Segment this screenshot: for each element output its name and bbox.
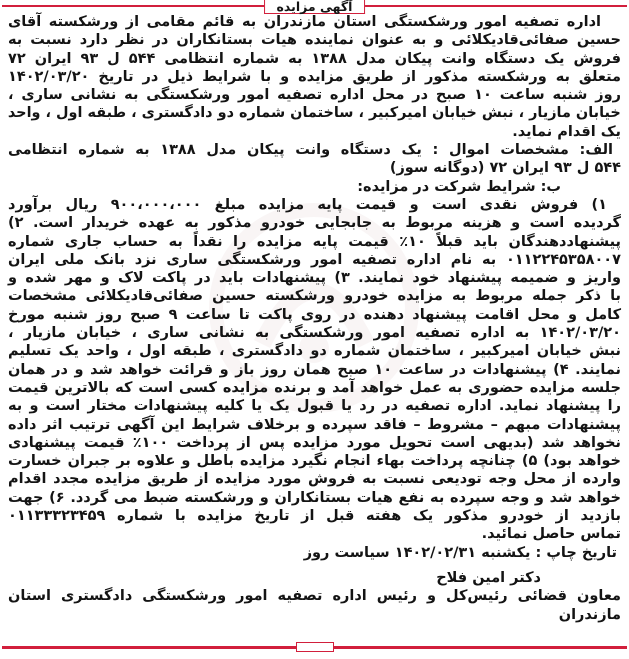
- condition-line: را پیشنهاد نماید. اداره تصفیه در رد یا قبول یک یا کلیه پیشنهادات مختار است و به: [8, 398, 621, 415]
- conditions-paragraph: [8, 196, 621, 544]
- intro-line: اداره تصفیه امور ورشکستگی استان مازندران به قائم مقامی از ورشکسته آقای: [8, 14, 601, 30]
- condition-line: خواهد بود) ۵) چنانچه پرداخت بهاء انجام نگیرد مزایده باطل و علاوه بر جبران خسارت: [7, 453, 621, 470]
- condition-line: تماس حاصل نمائید.: [481, 526, 621, 543]
- condition-line: ۱۴۰۲/۰۳/۲۰ به اداره تصفیه امور ورشکستگی به نشانی ساری ، خیابان مازیار ،: [8, 325, 621, 342]
- condition-line: پیشنهاددهندگان باید قبلاً ۱۰٪ قیمت پایه مزایده را نقداً به حساب جاری شماره: [8, 233, 621, 250]
- notice-body: [8, 13, 621, 624]
- condition-line: واریز و ضمیمه پیشنهاد خود نمایند. ۳) پیشنهادات باید در پاکت لاک و مهر شده و: [8, 270, 621, 287]
- signer-title-line: مازندران: [558, 606, 621, 623]
- intro-paragraph: [8, 13, 621, 141]
- notice-title: آگهی مزایده: [264, 0, 366, 14]
- property-details: [8, 141, 621, 178]
- signer-name: دکتر امین فلاح: [436, 569, 541, 586]
- condition-line: بازدید از خودرو مذکور یک هفته قبل از تاریخ مزایده با شماره ۰۱۱۳۳۳۲۳۴۵۹: [8, 508, 621, 525]
- condition-line: نبش خیابان امیرکبیر ، ساختمان شماره دو دادگستری ، طبقه اول ، واحد یک تسلیم: [8, 343, 621, 360]
- print-date: تاریخ چاپ : یکشنبه ۱۴۰۲/۰۲/۳۱ سیاست روز: [303, 544, 617, 561]
- condition-line: ۰۱۱۲۲۴۵۳۵۸۰۰۷ به نام اداره تصفیه امور ورشکستگی ساری نزد بانک ملی ایران: [8, 251, 621, 268]
- intro-line: حسین صفائی‌قادیکلائی و به عنوان نماینده هیات بستانکاران در نظر دارد نسبت به: [8, 32, 621, 49]
- signature-block: [8, 569, 621, 624]
- intro-line: فروش یک دستگاه وانت پیکان مدل ۱۳۸۸ به شماره انتظامی ۵۴۴ ل ۹۳ ایران ۷۲: [8, 50, 621, 67]
- condition-line: ۱) فروش نقدی است و قیمت پایه مزایده مبلغ ۹۰۰،۰۰۰،۰۰۰ ریال برآورد: [8, 196, 607, 213]
- condition-line: وارده از محل وجه تودیعی نسبت به فروش مورد مزایده از طریق مزایده مجدد اقدام: [8, 471, 621, 488]
- condition-line: نمایند. ۴) پیشنهادات در ساعت ۱۰ صبح همان روز باز و قرائت خواهد شد و در همان: [8, 361, 621, 378]
- intro-line: روز شنبه ساعت ۱۰ صبح در محل اداره تصفیه امور ورشکستگی به نشانی ساری ،: [8, 87, 621, 104]
- intro-line: متعلق به ورشکسته مذکور از طریق مزایده و با شرایط ذیل در تاریخ ۱۴۰۲/۰۳/۲۰: [8, 68, 621, 85]
- condition-line: پیشنهادات مبهم – مشروط – فاقد سپرده و برخلاف شرایط این آگهی ترتیب اثر داده: [8, 416, 621, 433]
- conditions-heading: ب: شرایط شرکت در مزایده:: [357, 178, 561, 195]
- condition-line: خواهد شد و وجه سپرده به نفع هیات بستانکاران و ورشکسته ضبط می گردد. ۶) جهت: [8, 489, 621, 506]
- condition-line: جلسه مزایده حضوری به عمل خواهد آمد و برنده مزایده کسی است که بالاترین قیمت: [8, 379, 621, 396]
- signer-title-line: معاون قضائی رئیس‌کل و رئیس اداره تصفیه امور ورشکستگی دادگستری استان: [8, 588, 621, 605]
- property-details-line: ۵۴۴ ل ۹۳ ایران ۷۲ (دوگانه سوز): [389, 160, 621, 177]
- property-details-line: الف: مشخصات اموال : یک دستگاه وانت پیکان مدل ۱۳۸۸ به شماره انتظامی: [8, 142, 613, 159]
- condition-line: با ذکر جمله مربوط به مزایده خودرو ورشکسته حسین صفائی‌قادیکلائی مشخصات: [8, 288, 621, 305]
- condition-line: کامل و محل اقامت پیشنهاد دهنده در روی پاکت تا ساعت ۹ صبح روز شنبه مورخ: [8, 306, 621, 323]
- condition-line: گردیده است و هزینه مربوط به جابجایی خودرو مذکور به عهده خریدار است. ۲): [8, 215, 621, 232]
- bottom-center-mark: [296, 642, 334, 652]
- intro-line: یک اقدام نماید.: [512, 123, 621, 140]
- condition-line: نخواهد شد (بدیهی است تحویل مورد مزایده پس از پرداخت ۱۰۰٪ قیمت پیشنهادی: [8, 434, 621, 451]
- intro-line: خیابان مازیار ، نبش خیابان امیرکبیر ، ساختمان شماره دو دادگستری ، طبقه اول ، واحد: [8, 105, 621, 122]
